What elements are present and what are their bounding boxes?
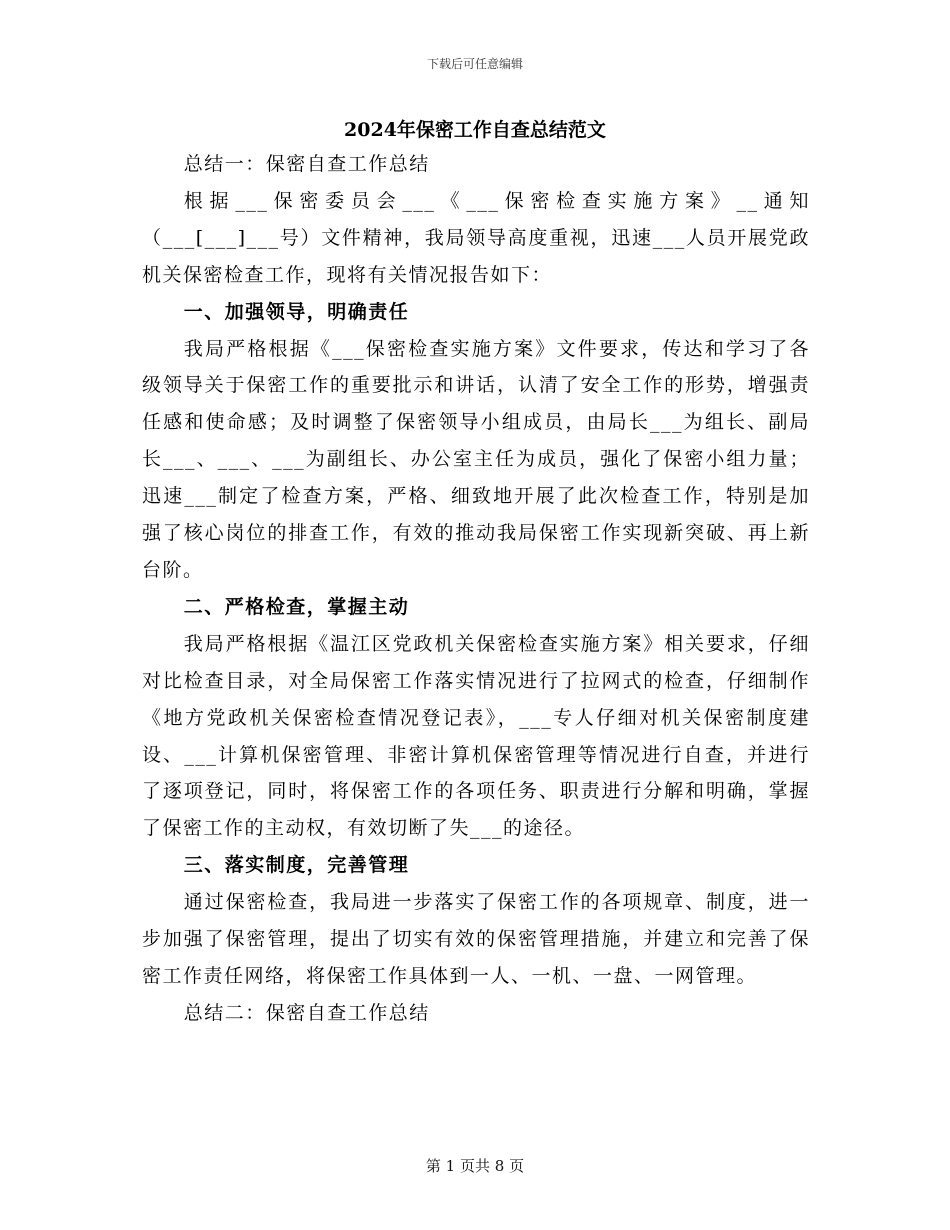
header-note: 下载后可任意编辑: [426, 57, 523, 71]
section-paragraph-1: 我局严格根据《___保密检查实施方案》文件要求，传达和学习了各级领导关于保密工作的重要批示和讲话，认清了安全工作的形势，增强责任感和使命感；及时调整了保密领导小组成员，由局长___为组长、副局长___、___、___为副组长、办公室主任为成员，强化了保密小组力量；迅速___制定了检查方案，严格、细致地开展了此次检查工作，特别是加强了核心岗位的排查工作，有效的推动我局保密工作实现新突破、再上新台阶。: [142, 337, 810, 581]
page-footer: 第 1 页共 8 页: [425, 1157, 525, 1175]
section-paragraph-2: 我局严格根据《温江区党政机关保密检查实施方案》相关要求，仔细对比检查目录，对全局保密工作落实情况进行了拉网式的检查，仔细制作《地方党政机关保密检查情况登记表》，___专人仔细对机关保密制度建设、___计算机保密管理、非密计算机保密管理等情况进行自查，并进行了逐项登记，同时，将保密工作的各项任务、职责进行分解和明确，掌握了保密工作的主动权，有效切断了失___的途径。: [142, 632, 810, 840]
summary-one-title: 总结一：保密自查工作总结: [183, 153, 430, 175]
section-heading-1: 一、加强领导，明确责任: [183, 300, 410, 323]
section-heading-2: 二、严格检查，掌握主动: [183, 595, 410, 618]
document-body: [142, 146, 810, 1032]
section-paragraph-3: 通过保密检查，我局进一步落实了保密工作的各项规章、制度，进一步加强了保密管理，提出了切实有效的保密管理措施，并建立和完善了保密工作责任网络，将保密工作具体到一人、一机、一盘、一网管理。: [142, 891, 810, 987]
section-heading-3: 三、落实制度，完善管理: [183, 854, 410, 877]
document-title: 2024年保密工作自查总结范文: [344, 119, 606, 141]
summary-two-title: 总结二：保密自查工作总结: [183, 1001, 430, 1024]
intro-paragraph: 根据___保密委员会___《___保密检查实施方案》__通知（___[___]___号）文件精神，我局领导高度重视，迅速___人员开展党政机关保密检查工作，现将有关情况报告如下：: [142, 189, 810, 286]
